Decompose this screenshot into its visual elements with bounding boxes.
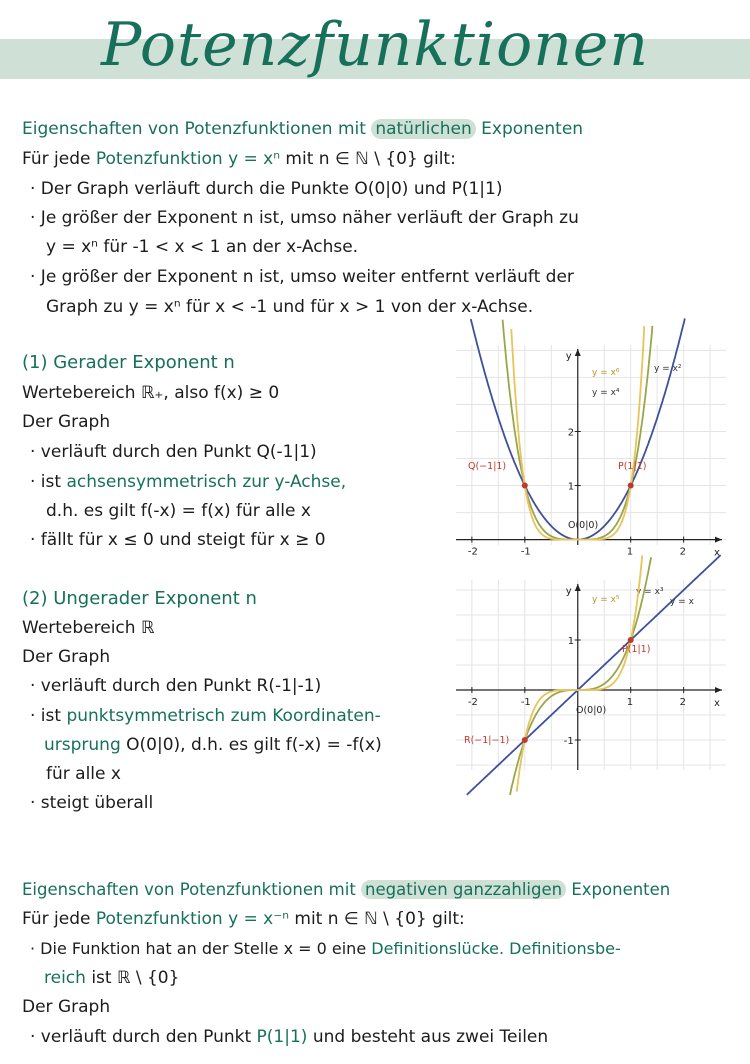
odd-bullet-1: · verläuft durch den Punkt R(-1|-1) — [30, 676, 322, 696]
even-bullet-2-cont: d.h. es gilt f(-x) = f(x) für alle x — [46, 501, 311, 521]
even-bullet-2 — [30, 471, 346, 493]
even-graph-label: Der Graph — [22, 412, 111, 432]
series-label: y = x³ — [636, 587, 664, 597]
series-line — [510, 557, 651, 795]
point-label: O(0|0) — [576, 705, 607, 716]
x-tick-label: -2 — [467, 697, 478, 708]
natural-heading-pre: Eigenschaften von Potenzfunktionen mit — [22, 119, 372, 139]
point-marker — [628, 637, 634, 643]
y-tick-label: 1 — [567, 481, 575, 493]
natural-bullet-2-cont: y = xⁿ für -1 < x < 1 an der x-Achse. — [46, 237, 359, 257]
y-tick-label: 1 — [567, 636, 575, 647]
y-tick-label: 2 — [567, 427, 575, 439]
series-line — [467, 555, 721, 795]
negative-bullet-1-highlight: Definitionslücke. Definitionsbe- — [371, 939, 621, 958]
series-label: y = x² — [654, 364, 682, 374]
negative-heading-post: Exponenten — [566, 880, 671, 899]
page-title: Potenzfunktionen — [100, 10, 649, 80]
point-label: P(1|1) — [618, 461, 647, 472]
point-marker — [522, 483, 528, 489]
x-tick-label: -2 — [467, 546, 478, 558]
negative-bullet-1 — [30, 938, 621, 960]
point-label: O(0|0) — [568, 520, 599, 531]
natural-heading-post: Exponenten — [475, 119, 584, 139]
odd-bullet-2-cont-highlight: ursprung — [44, 735, 121, 755]
negative-bullet-1-cont-post: ist ℝ \ {0} — [85, 968, 180, 988]
negative-heading — [22, 879, 670, 901]
odd-bullet-2-highlight: punktsymmetrisch zum Koordinaten- — [66, 706, 381, 726]
negative-intro — [22, 908, 465, 930]
natural-intro-post: mit n ∈ ℕ \ {0} gilt: — [280, 149, 456, 169]
x-tick-label: 1 — [626, 697, 634, 708]
x-axis-label: x — [714, 698, 720, 709]
negative-bullet-1-cont — [44, 967, 179, 989]
even-bullet-2-pre: · ist — [30, 472, 67, 492]
odd-range: Wertebereich ℝ — [22, 618, 155, 638]
natural-bullet-1: · Der Graph verläuft durch die Punkte O(0|0) und P(1|1) — [30, 179, 503, 199]
x-tick-label: 2 — [679, 546, 687, 558]
negative-bullet-2 — [30, 1026, 548, 1048]
x-tick-label: 1 — [626, 546, 634, 558]
negative-intro-function: Potenzfunktion y = x⁻ⁿ — [95, 909, 289, 929]
negative-intro-post: mit n ∈ ℕ \ {0} gilt: — [289, 909, 465, 929]
negative-heading-pre: Eigenschaften von Potenzfunktionen mit — [22, 880, 362, 899]
y-axis-label: y — [565, 351, 572, 362]
x-axis-label: x — [714, 547, 720, 559]
negative-intro-pre: Für jede — [22, 909, 96, 929]
natural-bullet-3: · Je größer der Exponent n ist, umso weiter entfernt verläuft der — [30, 267, 574, 287]
series-label: y = x — [670, 597, 694, 607]
point-label: Q(−1|1) — [468, 461, 507, 472]
even-bullet-3: · fällt für x ≤ 0 und steigt für x ≥ 0 — [30, 530, 326, 550]
x-axis-arrow — [715, 537, 722, 543]
odd-bullet-2-cont2: für alle x — [46, 764, 121, 784]
odd-bullet-2-cont-post: O(0|0), d.h. es gilt f(-x) = -f(x) — [120, 735, 382, 755]
series-label: y = x⁶ — [592, 368, 620, 378]
even-exponent-chart — [456, 345, 726, 559]
even-bullet-2-highlight: achsensymmetrisch zur y-Achse, — [66, 472, 347, 492]
even-heading: (1) Gerader Exponent n — [22, 352, 235, 373]
point-label: R(−1|−1) — [464, 735, 510, 746]
even-range: Wertebereich ℝ₊, also f(x) ≥ 0 — [22, 383, 280, 403]
natural-intro-pre: Für jede — [22, 149, 96, 169]
x-tick-label: -1 — [520, 697, 531, 708]
point-marker — [522, 737, 528, 743]
point-label: P(1|1) — [622, 644, 651, 655]
negative-bullet-2-pre: · verläuft durch den Punkt — [30, 1027, 257, 1047]
odd-bullet-2 — [30, 705, 381, 727]
odd-graph-label: Der Graph — [22, 647, 111, 667]
series-label: y = x⁵ — [592, 595, 620, 605]
natural-intro-function: Potenzfunktion y = xⁿ — [95, 149, 281, 169]
natural-bullet-2: · Je größer der Exponent n ist, umso näher verläuft der Graph zu — [30, 208, 579, 228]
x-tick-label: 2 — [679, 697, 687, 708]
even-bullet-1: · verläuft durch den Punkt Q(-1|1) — [30, 442, 317, 462]
grid — [456, 345, 726, 545]
odd-bullet-2-pre: · ist — [30, 706, 67, 726]
negative-bullet-2-post: und besteht aus zwei Teilen — [307, 1027, 549, 1047]
series-label: y = x⁴ — [592, 388, 620, 398]
natural-intro — [22, 148, 456, 170]
odd-bullet-3: · steigt überall — [30, 793, 154, 813]
negative-bullet-1-pre: · Die Funktion hat an der Stelle x = 0 eine — [30, 939, 372, 958]
negative-heading-highlight: negativen ganzzahligen — [361, 880, 566, 899]
negative-bullet-1-cont-highlight: reich — [44, 968, 86, 988]
odd-heading: (2) Ungerader Exponent n — [22, 588, 257, 609]
natural-heading — [22, 118, 583, 140]
odd-bullet-2-cont — [44, 734, 382, 756]
x-tick-label: -1 — [520, 546, 531, 558]
negative-bullet-2-highlight: P(1|1) — [256, 1027, 308, 1047]
natural-bullet-3-cont: Graph zu y = xⁿ für x < -1 und für x > 1 von der x-Achse. — [46, 297, 534, 317]
y-tick-label: -1 — [563, 736, 574, 747]
negative-graph-label: Der Graph — [22, 997, 111, 1017]
natural-heading-highlight: natürlichen — [371, 119, 475, 139]
x-axis-arrow — [715, 687, 722, 693]
point-marker — [628, 483, 634, 489]
odd-exponent-chart — [456, 580, 726, 770]
y-axis-label: y — [565, 586, 572, 597]
y-axis-arrow — [575, 584, 581, 591]
